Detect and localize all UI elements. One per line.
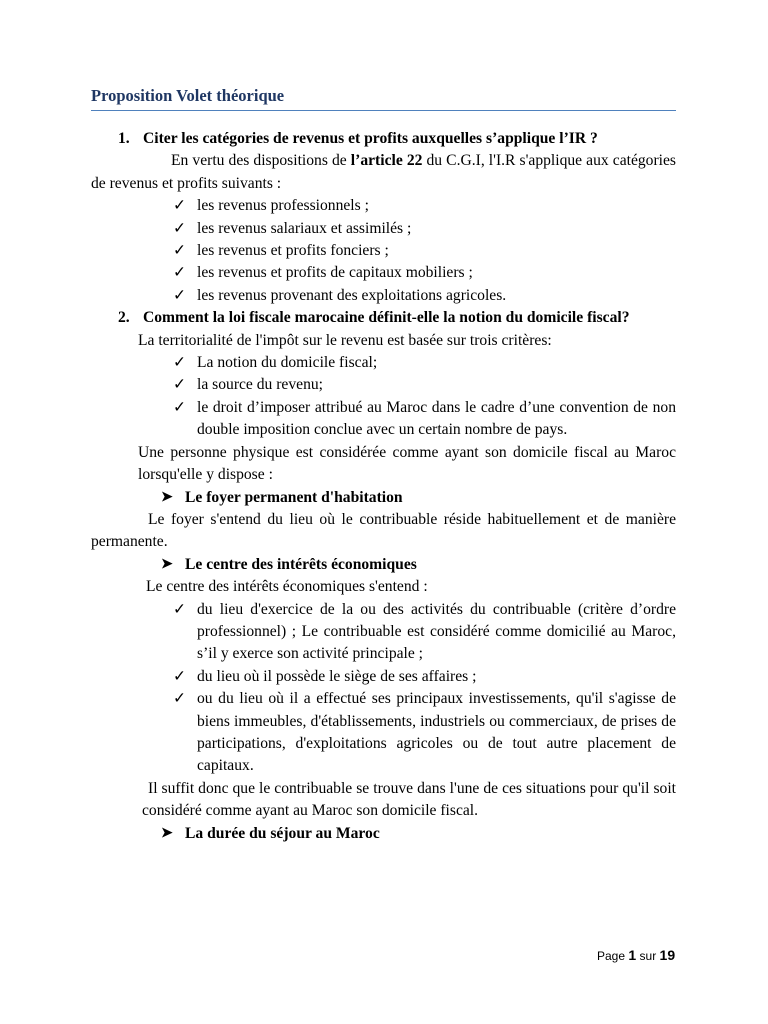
list-item bbox=[173, 240, 676, 262]
checkmark-icon: ✓ bbox=[173, 219, 187, 237]
list-item-text: les revenus provenant des exploitations agricoles. bbox=[197, 286, 507, 304]
list-item-text: la source du revenu; bbox=[197, 376, 323, 394]
current-page: 1 bbox=[628, 947, 637, 963]
intro-paragraph: La territorialité de l'impôt sur le revenu est basée sur trois critères: bbox=[138, 331, 552, 349]
question-text: Citer les catégories de revenus et profits auxquelles s’applique l’IR ? bbox=[143, 130, 598, 147]
foyer-paragraph bbox=[91, 509, 676, 554]
list-item-text: du lieu d'exercice de la ou des activités du contribuable (critère d’ordre professionnel) ; Le contribuable est considéré comme domicilié au Maroc, s’il y exerce son activité principale ; bbox=[197, 600, 676, 663]
paragraph-text: Il suffit donc que le contribuable se trouve dans l'une de ces situations pour qu'il soit considéré comme ayant au Maroc son domicile fiscal. bbox=[142, 779, 676, 820]
list-item-text: du lieu où il possède le siège de ses affaires ; bbox=[197, 667, 477, 685]
list-item-text: les revenus et profits fonciers ; bbox=[197, 242, 389, 260]
list-item-text: le droit d’imposer attribué au Maroc dans le cadre d’une convention de non double imposition conclue avec un certain nombre de pays. bbox=[197, 398, 676, 439]
list-item-text: ou du lieu où il a effectué ses principaux investissements, qu'il s'agisse de biens immeubles, d'établissements, industriels ou commerciaux, de prises de participations, d'exploitations agricoles ou de tout autre placement de capitaux. bbox=[197, 690, 676, 775]
checkmark-icon: ✓ bbox=[173, 600, 187, 618]
list-item bbox=[173, 262, 676, 284]
checkmark-icon: ✓ bbox=[173, 376, 187, 394]
subsection-title: La durée du séjour au Maroc bbox=[185, 824, 380, 842]
list-item bbox=[173, 374, 676, 396]
list-item bbox=[173, 285, 676, 307]
text-run: du C.G.I, l'I.R s'applique aux catégories de revenus et profits suivants : bbox=[91, 152, 676, 192]
of-label: sur bbox=[639, 949, 657, 963]
checkmark-icon: ✓ bbox=[173, 690, 187, 708]
interets-intro: Le centre des intérêts économiques s'entend : bbox=[146, 578, 428, 596]
subsection-title: Le centre des intérêts économiques bbox=[185, 555, 417, 573]
income-categories-list bbox=[173, 195, 676, 307]
question-2 bbox=[118, 307, 676, 329]
arrow-bullet-icon: ➤ bbox=[161, 825, 173, 841]
text-run: En vertu des dispositions de bbox=[171, 152, 351, 170]
checkmark-icon: ✓ bbox=[173, 242, 187, 260]
arrow-bullet-icon: ➤ bbox=[161, 489, 173, 505]
page-number-footer bbox=[597, 945, 675, 966]
list-item bbox=[173, 195, 676, 217]
subsection-foyer bbox=[161, 487, 676, 509]
list-item bbox=[173, 352, 676, 374]
question-text: Comment la loi fiscale marocaine définit-elle la notion du domicile fiscal? bbox=[143, 309, 630, 327]
suffice-paragraph bbox=[142, 778, 676, 823]
checkmark-icon: ✓ bbox=[173, 667, 187, 685]
checkmark-icon: ✓ bbox=[173, 286, 187, 304]
list-item-text: les revenus professionnels ; bbox=[197, 197, 369, 215]
list-item bbox=[173, 397, 676, 442]
section-heading: Proposition Volet théorique bbox=[91, 84, 676, 111]
list-item bbox=[173, 218, 676, 240]
subsection-duree bbox=[161, 823, 676, 845]
arrow-bullet-icon: ➤ bbox=[161, 556, 173, 572]
subsection-interets bbox=[161, 554, 676, 576]
checkmark-icon: ✓ bbox=[173, 197, 187, 215]
document-page bbox=[91, 84, 676, 845]
question-1 bbox=[118, 128, 676, 150]
article-reference: l’article 22 bbox=[350, 152, 423, 170]
list-item bbox=[173, 688, 676, 778]
subsection-title: Le foyer permanent d'habitation bbox=[185, 488, 403, 506]
checkmark-icon: ✓ bbox=[173, 354, 187, 372]
list-item-text: les revenus et profits de capitaux mobiliers ; bbox=[197, 264, 473, 282]
list-item bbox=[173, 599, 676, 666]
question-number: 1. bbox=[118, 130, 130, 147]
question-number: 2. bbox=[118, 309, 130, 327]
list-item-text: La notion du domicile fiscal; bbox=[197, 354, 378, 372]
answer-paragraph bbox=[91, 150, 676, 195]
list-item bbox=[173, 666, 676, 688]
list-item-text: les revenus salariaux et assimilés ; bbox=[197, 219, 412, 237]
total-pages: 19 bbox=[659, 947, 676, 963]
checkmark-icon: ✓ bbox=[173, 264, 187, 282]
paragraph-text: Le foyer s'entend du lieu où le contribuable réside habituellement et de manière permanente. bbox=[91, 510, 676, 551]
interets-list bbox=[173, 599, 676, 778]
checkmark-icon: ✓ bbox=[173, 398, 187, 416]
person-paragraph: Une personne physique est considérée comme ayant son domicile fiscal au Maroc lorsqu'elle y dispose : bbox=[138, 443, 676, 484]
criteria-list bbox=[173, 352, 676, 442]
page-label: Page bbox=[597, 949, 626, 963]
